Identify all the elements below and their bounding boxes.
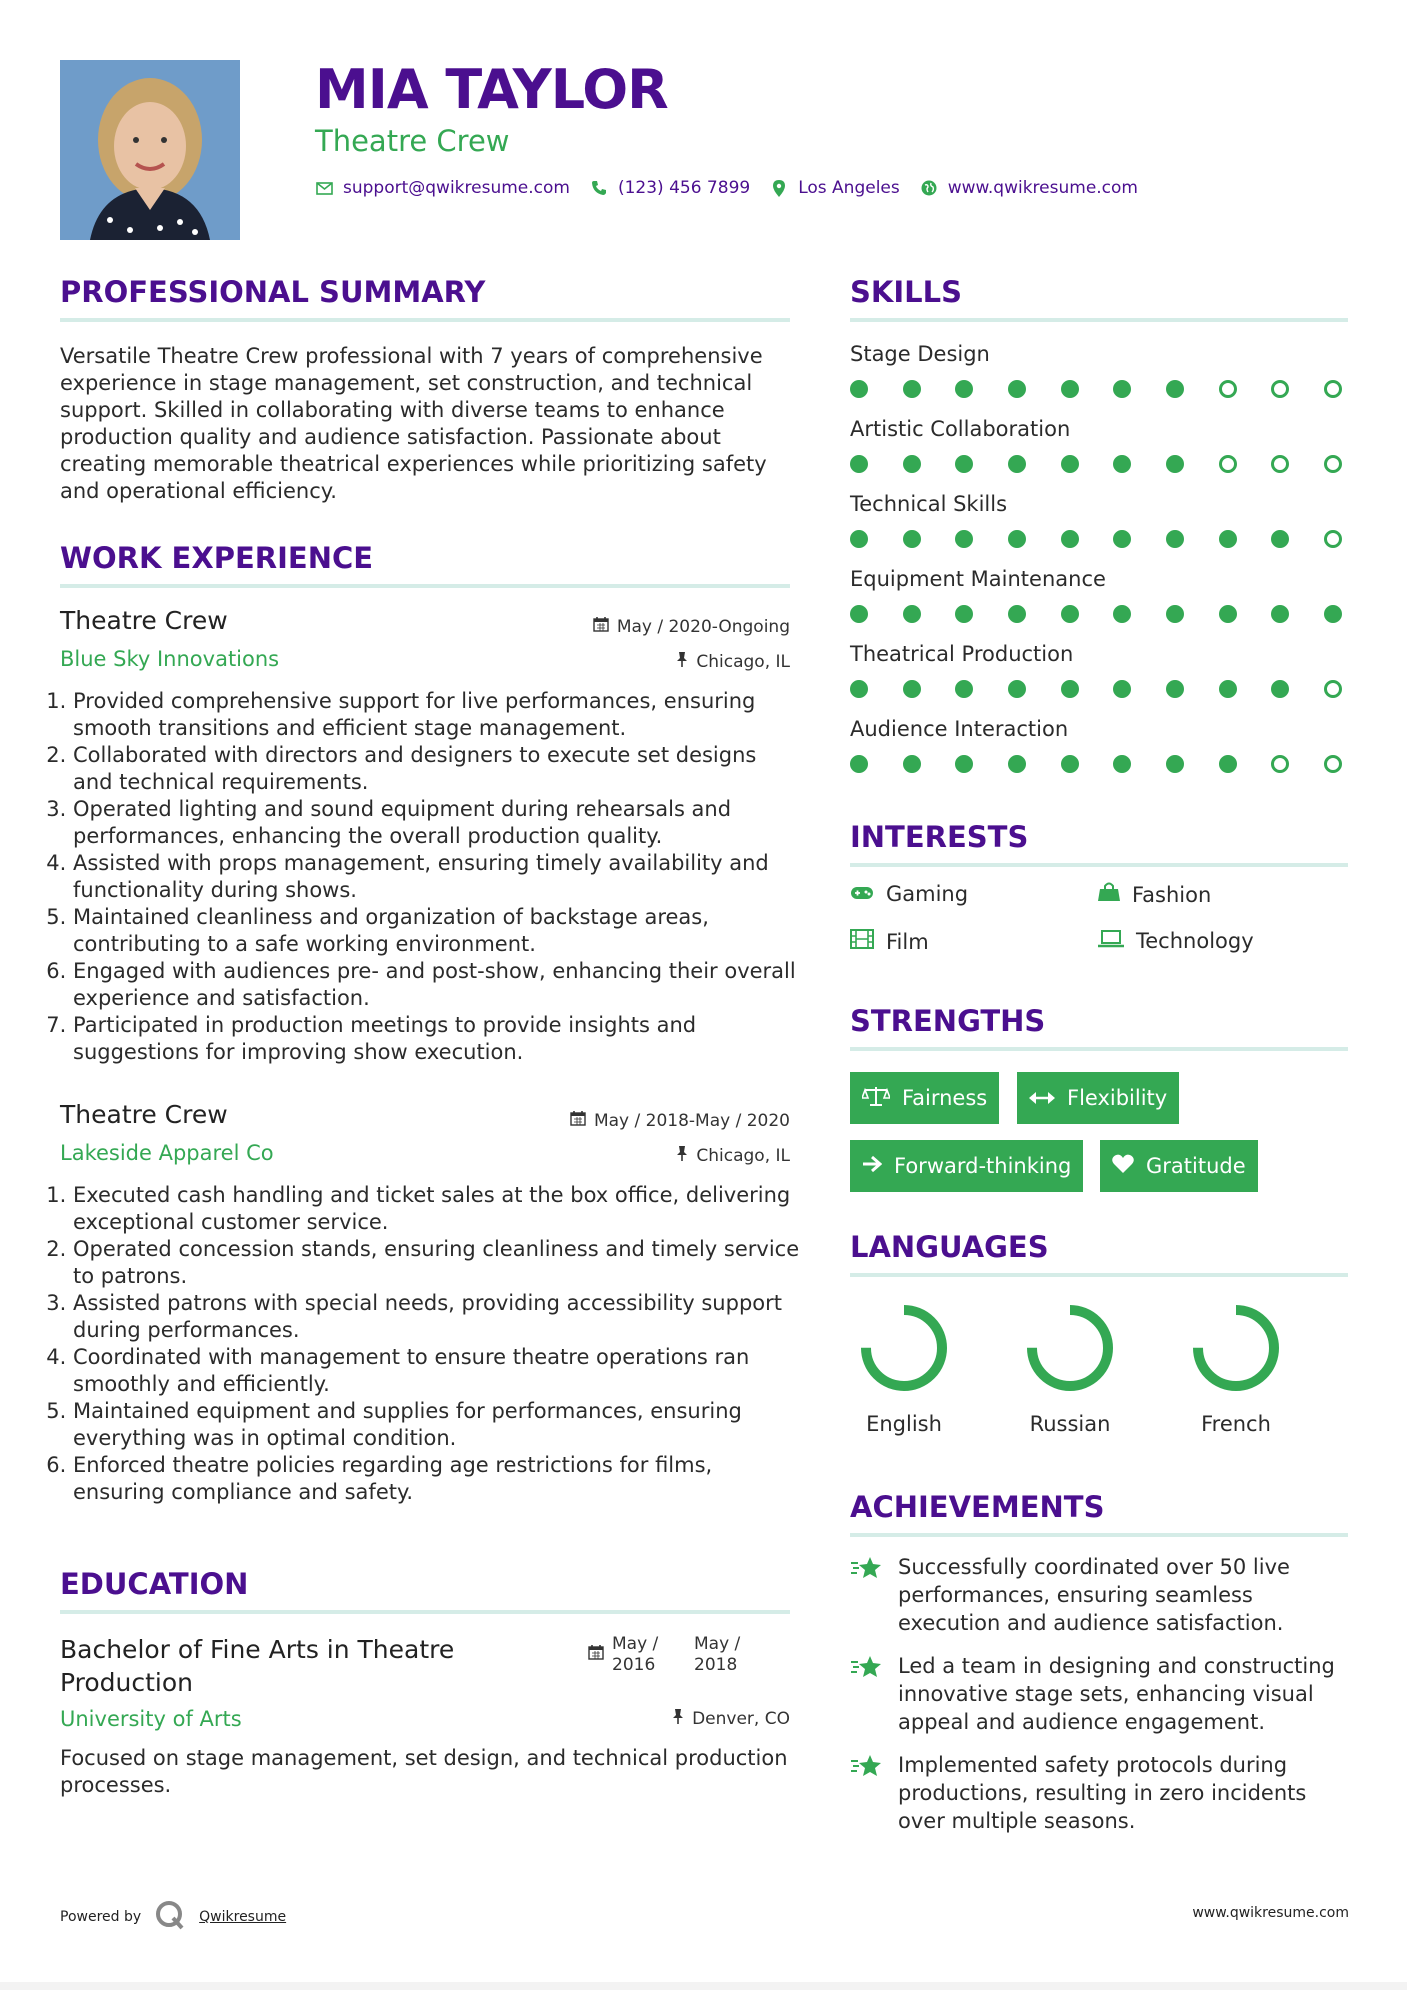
- arrow-right-icon: [862, 1154, 882, 1178]
- strength-forward-thinking: Forward-thinking: [850, 1140, 1083, 1192]
- pin-icon: [676, 1145, 688, 1166]
- rating-dot-empty: [1271, 755, 1289, 773]
- pin-icon: [676, 651, 688, 672]
- job-1-company: Blue Sky Innovations: [60, 647, 280, 671]
- balance-scale-icon: [862, 1085, 890, 1112]
- skill-rating: [850, 680, 1342, 698]
- language-level-arc: [866, 1310, 942, 1386]
- summary-heading: PROFESSIONAL SUMMARY: [60, 275, 486, 309]
- rating-dot-filled: [850, 755, 868, 773]
- rating-dot-filled: [1008, 680, 1026, 698]
- education-location: Denver, CO: [672, 1708, 790, 1729]
- rating-dot-filled: [850, 530, 868, 548]
- school-name: University of Arts: [60, 1707, 242, 1731]
- languages-divider: [850, 1273, 1348, 1277]
- star-icon: [850, 1652, 884, 1736]
- strengths-heading: STRENGTHS: [850, 1004, 1046, 1038]
- skill-name: Theatrical Production: [850, 642, 1074, 666]
- contact-website[interactable]: [920, 178, 1138, 198]
- language-gauge: [1186, 1298, 1286, 1402]
- list-item: 5. Maintained cleanliness and organization of backstage areas, contributing to a safe working environment.: [73, 904, 800, 958]
- language-name: Russian: [1029, 1412, 1111, 1436]
- rating-dot-filled: [1061, 380, 1079, 398]
- skill-name: Artistic Collaboration: [850, 417, 1071, 441]
- rating-dot-filled: [1166, 530, 1184, 548]
- summary-divider: [60, 318, 790, 322]
- interest-fashion: Fashion: [1098, 882, 1211, 907]
- list-item: 1. Executed cash handling and ticket sales at the box office, delivering exceptional customer service.: [73, 1182, 800, 1236]
- education-heading: EDUCATION: [60, 1567, 249, 1601]
- rating-dot-empty: [1324, 755, 1342, 773]
- rating-dot-filled: [1219, 530, 1237, 548]
- rating-dot-filled: [1219, 605, 1237, 623]
- interest-technology: Technology: [1098, 929, 1254, 953]
- footer-branding: [60, 1900, 286, 1934]
- rating-dot-filled: [955, 530, 973, 548]
- language-gauge: [1020, 1298, 1120, 1402]
- job-2-title: Theatre Crew: [60, 1100, 228, 1129]
- achievements-heading: ACHIEVEMENTS: [850, 1490, 1105, 1524]
- rating-dot-filled: [955, 605, 973, 623]
- film-icon: [850, 929, 874, 954]
- profile-photo: [60, 60, 240, 240]
- shopping-bag-icon: [1098, 882, 1120, 907]
- strength-fairness: Fairness: [850, 1072, 999, 1124]
- contact-location: [770, 178, 900, 198]
- rating-dot-filled: [1113, 455, 1131, 473]
- rating-dot-filled: [1113, 530, 1131, 548]
- list-item: 7. Participated in production meetings to provide insights and suggestions for improving show execution.: [73, 1012, 800, 1066]
- rating-dot-filled: [1166, 455, 1184, 473]
- list-item: 4. Coordinated with management to ensure theatre operations ran smoothly and efficiently.: [73, 1344, 800, 1398]
- rating-dot-filled: [1166, 605, 1184, 623]
- list-item: 4. Assisted with props management, ensuring timely availability and functionality during shows.: [73, 850, 800, 904]
- calendar-icon: [570, 1110, 586, 1131]
- rating-dot-empty: [1324, 380, 1342, 398]
- bottom-bar: [0, 1982, 1407, 1990]
- map-marker-icon: [770, 179, 788, 197]
- rating-dot-filled: [955, 755, 973, 773]
- rating-dot-filled: [1008, 755, 1026, 773]
- interests-heading: INTERESTS: [850, 820, 1029, 854]
- rating-dot-filled: [1008, 455, 1026, 473]
- rating-dot-filled: [903, 605, 921, 623]
- skill-name: Audience Interaction: [850, 717, 1069, 741]
- degree-title: Bachelor of Fine Arts in Theatre Production: [60, 1635, 455, 1697]
- rating-dot-filled: [1061, 455, 1079, 473]
- list-item: 3. Assisted patrons with special needs, providing accessibility support during performances.: [73, 1290, 800, 1344]
- skill-rating: [850, 755, 1342, 773]
- rating-dot-filled: [1061, 605, 1079, 623]
- rating-dot-filled: [903, 680, 921, 698]
- work-heading: WORK EXPERIENCE: [60, 541, 374, 575]
- rating-dot-filled: [1061, 755, 1079, 773]
- rating-dot-filled: [1271, 680, 1289, 698]
- rating-dot-filled: [903, 530, 921, 548]
- interest-gaming: Gaming: [850, 882, 968, 906]
- skill-rating: [850, 455, 1342, 473]
- skill-rating: [850, 530, 1342, 548]
- rating-dot-filled: [903, 455, 921, 473]
- footer-website[interactable]: www.qwikresume.com: [1192, 1905, 1349, 1921]
- job-1-bullets: [55, 688, 800, 1066]
- rating-dot-filled: [955, 455, 973, 473]
- education-dates: [588, 1634, 754, 1676]
- education-end: May / 2018: [694, 1634, 741, 1675]
- rating-dot-empty: [1271, 380, 1289, 398]
- job-1-dates: May / 2020-Ongoing: [593, 616, 790, 637]
- skill-name: Technical Skills: [850, 492, 1008, 516]
- contact-phone[interactable]: [590, 178, 750, 198]
- rating-dot-filled: [1061, 680, 1079, 698]
- skills-divider: [850, 318, 1348, 322]
- brand-link[interactable]: Qwikresume: [199, 1909, 287, 1925]
- calendar-icon: [588, 1644, 604, 1665]
- rating-dot-filled: [1219, 755, 1237, 773]
- candidate-name: MIA TAYLOR: [315, 58, 668, 121]
- rating-dot-filled: [1113, 755, 1131, 773]
- achievements-divider: [850, 1533, 1348, 1537]
- rating-dot-filled: [850, 380, 868, 398]
- rating-dot-filled: [1061, 530, 1079, 548]
- interests-divider: [850, 863, 1348, 867]
- rating-dot-filled: [850, 680, 868, 698]
- list-item: 1. Provided comprehensive support for live performances, ensuring smooth transitions and efficient stage management.: [73, 688, 800, 742]
- job-2-dates: May / 2018-May / 2020: [570, 1110, 790, 1131]
- list-item: 2. Operated concession stands, ensuring cleanliness and timely service to patrons.: [73, 1236, 800, 1290]
- rating-dot-empty: [1219, 455, 1237, 473]
- education-start: May / 2016: [612, 1634, 659, 1675]
- website-text: www.qwikresume.com: [947, 178, 1138, 198]
- location-text: Los Angeles: [798, 178, 900, 198]
- rating-dot-filled: [1008, 530, 1026, 548]
- laptop-icon: [1098, 929, 1124, 953]
- contact-email[interactable]: [315, 178, 570, 198]
- star-icon: [850, 1751, 884, 1835]
- rating-dot-filled: [1113, 605, 1131, 623]
- skill-rating: [850, 605, 1342, 623]
- rating-dot-filled: [1324, 605, 1342, 623]
- rating-dot-filled: [1271, 605, 1289, 623]
- rating-dot-filled: [955, 680, 973, 698]
- language-level-arc: [1032, 1310, 1108, 1386]
- contact-bar: [315, 178, 1138, 198]
- rating-dot-filled: [1166, 680, 1184, 698]
- skill-name: Stage Design: [850, 342, 990, 366]
- rating-dot-empty: [1324, 455, 1342, 473]
- summary-text: Versatile Theatre Crew professional with 7 years of comprehensive experience in stage management, set construction, and technical support. Skilled in collaborating with diverse teams to enhance production quality and audience satisfaction. Passionate about creating memorable theatrical experiences while prioritizing safety and operational efficiency.: [60, 344, 767, 503]
- phone-text: (123) 456 7899: [617, 178, 751, 198]
- rating-dot-filled: [903, 380, 921, 398]
- skill-rating: [850, 380, 1342, 398]
- rating-dot-filled: [955, 380, 973, 398]
- heart-icon: [1112, 1154, 1134, 1179]
- arrows-h-icon: [1029, 1086, 1055, 1110]
- phone-icon: [590, 179, 608, 197]
- rating-dot-filled: [1008, 605, 1026, 623]
- calendar-icon: [593, 616, 609, 637]
- work-divider: [60, 584, 790, 588]
- rating-dot-empty: [1324, 530, 1342, 548]
- strength-flexibility: Flexibility: [1017, 1072, 1179, 1124]
- rating-dot-filled: [1166, 755, 1184, 773]
- skills-heading: SKILLS: [850, 275, 962, 309]
- candidate-role: Theatre Crew: [315, 124, 510, 158]
- rating-dot-empty: [1271, 455, 1289, 473]
- achievement-item: Led a team in designing and constructing innovative stage sets, enhancing visual appeal and audience engagement.: [850, 1652, 1350, 1736]
- star-icon: [850, 1553, 884, 1637]
- rating-dot-empty: [1324, 680, 1342, 698]
- job-2-location: Chicago, IL: [676, 1145, 790, 1166]
- strength-gratitude: Gratitude: [1100, 1140, 1258, 1192]
- language-gauge: [854, 1298, 954, 1402]
- job-1-location: Chicago, IL: [676, 651, 790, 672]
- education-divider: [60, 1610, 790, 1614]
- powered-by-label: Powered by: [60, 1909, 142, 1925]
- list-item: 5. Maintained equipment and supplies for performances, ensuring everything was in optimal condition.: [73, 1398, 800, 1452]
- gamepad-icon: [850, 882, 874, 906]
- strengths-divider: [850, 1047, 1348, 1051]
- job-1-title: Theatre Crew: [60, 606, 228, 635]
- rating-dot-filled: [850, 605, 868, 623]
- email-text: support@qwikresume.com: [343, 178, 570, 198]
- list-item: 3. Operated lighting and sound equipment during rehearsals and performances, enhancing the overall production quality.: [73, 796, 800, 850]
- globe-icon: [920, 179, 938, 197]
- education-description: Focused on stage management, set design, and technical production processes.: [60, 1746, 788, 1797]
- rating-dot-filled: [1219, 680, 1237, 698]
- rating-dot-filled: [903, 755, 921, 773]
- rating-dot-filled: [1113, 380, 1131, 398]
- job-2-bullets: [55, 1182, 800, 1506]
- language-name: French: [1201, 1412, 1271, 1436]
- list-item: 2. Collaborated with directors and designers to execute set designs and technical requirements.: [73, 742, 800, 796]
- rating-dot-filled: [1166, 380, 1184, 398]
- rating-dot-filled: [1271, 530, 1289, 548]
- envelope-icon: [315, 179, 333, 197]
- rating-dot-filled: [1008, 380, 1026, 398]
- list-item: 6. Enforced theatre policies regarding age restrictions for films, ensuring compliance and safety.: [73, 1452, 800, 1506]
- language-level-arc: [1198, 1310, 1274, 1386]
- language-name: English: [866, 1412, 942, 1436]
- achievement-item: Implemented safety protocols during productions, resulting in zero incidents over multiple seasons.: [850, 1751, 1350, 1835]
- qwikresume-logo-icon: [155, 1900, 185, 1934]
- pin-icon: [672, 1708, 684, 1729]
- rating-dot-empty: [1219, 380, 1237, 398]
- list-item: 6. Engaged with audiences pre- and post-show, enhancing their overall experience and satisfaction.: [73, 958, 800, 1012]
- rating-dot-filled: [1113, 680, 1131, 698]
- job-2-company: Lakeside Apparel Co: [60, 1141, 274, 1165]
- skill-name: Equipment Maintenance: [850, 567, 1106, 591]
- rating-dot-filled: [850, 455, 868, 473]
- interest-film: Film: [850, 929, 929, 954]
- languages-heading: LANGUAGES: [850, 1230, 1049, 1264]
- achievement-item: Successfully coordinated over 50 live performances, ensuring seamless execution and audience satisfaction.: [850, 1553, 1350, 1637]
